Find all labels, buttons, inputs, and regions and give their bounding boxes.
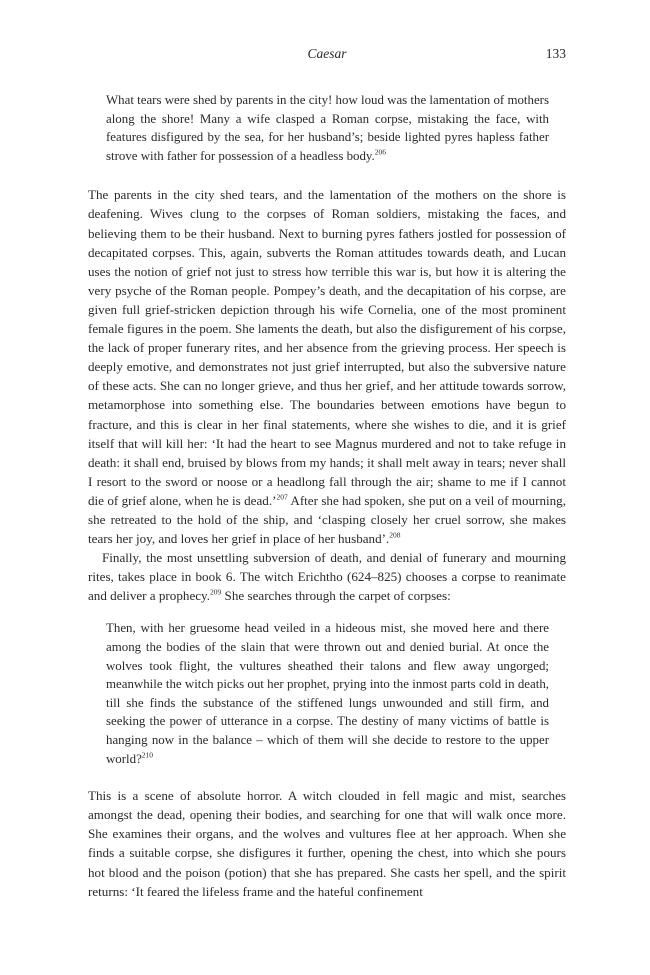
paragraph-3 xyxy=(88,786,566,901)
page-number: 133 xyxy=(545,46,566,61)
footnote-ref-208: 208 xyxy=(389,530,401,540)
paragraph-1-text-b: After she had spoken, she put on a veil of mourning, she retreated to the hold of the ship, and ‘clasping closely her cruel sorrow, she makes tears her joy, and loves her grief in place of her husband’. xyxy=(88,492,566,547)
block-quote-2 xyxy=(106,619,549,768)
footnote-ref-210: 210 xyxy=(141,750,154,760)
paragraph-3-text: This is a scene of absolute horror. A witch clouded in fell magic and mist, searches amongst the dead, opening their bodies, and searching for one that will walk once more. She examines their organs, and the wolves and vultures flee at her approach. When she finds a suitable corpse, she disfigures it further, opening the chest, into which she pours hot blood and the poison (potion) that she has prepared. She casts her spell, and the spirit returns: ‘It feared the lifeless frame and the hateful confinement xyxy=(88,788,566,899)
block-quote-1 xyxy=(106,91,549,165)
quote-2-text: Then, with her gruesome head veiled in a hideous mist, she moved here and there among the bodies of the slain that were thrown out and denied burial. At once the wolves took flight, the vultures sheathed their talons and flew away ungorged; meanwhile the witch picks out her prophet, prying into the inmost parts cold in death, till she finds the substance of the stiffened lungs unwounded and still firm, and seeking the power of utterance in a corpse. The destiny of many victims of battle is hanging now in the balance – which of them will she decide to restore to the upper world? xyxy=(106,621,549,766)
page-body xyxy=(88,91,566,901)
footnote-ref-206: 206 xyxy=(374,147,386,157)
quote-1-text: What tears were shed by parents in the city! how loud was the lamentation of mothers along the shore! Many a wife clasped a Roman corpse, mistaking the face, with features disfigured by the sea, for her husband’s; beside lighted pyres hapless father strove with father for possession of a headless body. xyxy=(106,93,549,163)
paragraph-2-text-a: Finally, the most unsettling subversion of death, and denial of funerary and mourning rites, takes place in book 6. The witch Erichtho (624–825) chooses a corpse to reanimate and deliver a prophecy. xyxy=(88,550,566,604)
paragraph-2 xyxy=(88,548,566,605)
running-title: Caesar xyxy=(307,46,347,61)
footnote-ref-207: 207 xyxy=(276,492,288,502)
paragraph-1-text-a: The parents in the city shed tears, and the lamentation of the mothers on the shore is deafening. Wives clung to the corpses of Roman soldiers, mistaking the faces, and believing them to be their husband. Next to burning pyres fathers jostled for possession of decapitated corpses. This, again, subverts the Roman attitudes towards death, and Lucan uses the notion of grief not just to stress how terrible this war is, but how it is altering the very psyche of the Roman people. Pompey’s death, and the decapitation of his corpse, are given full grief-stricken depiction through his wife Cornelia, one of the most prominent female figures in the poem. She laments the death, but also the disfigurement of his corpse, the lack of proper funerary rites, and her absence from the grieving process. Her speech is deeply emotive, and demonstrates not just grief interrupted, but also the subversive nature of these acts. She can no longer grieve, and thus her grief, and her attitude towards sorrow, metamorphose into something else. The boundaries between emotions have begun to fracture, and this is clear in her final statements, where she wishes to die, and it is grief itself that will kill her: ‘It had the heart to see Magnus murdered and not to take refuge in death: it shall end, bruised by blows from my hands; it shall melt away in tears; never shall I resort to the sword or noose or a headlong fall through the air; shame to me if I cannot die of grief alone, when he is dead.’ xyxy=(88,187,566,508)
paragraph-1 xyxy=(88,185,566,548)
footnote-ref-209: 209 xyxy=(210,587,222,597)
paragraph-2-text-b: She searches through the carpet of corpses: xyxy=(221,588,451,604)
running-head xyxy=(88,46,566,66)
